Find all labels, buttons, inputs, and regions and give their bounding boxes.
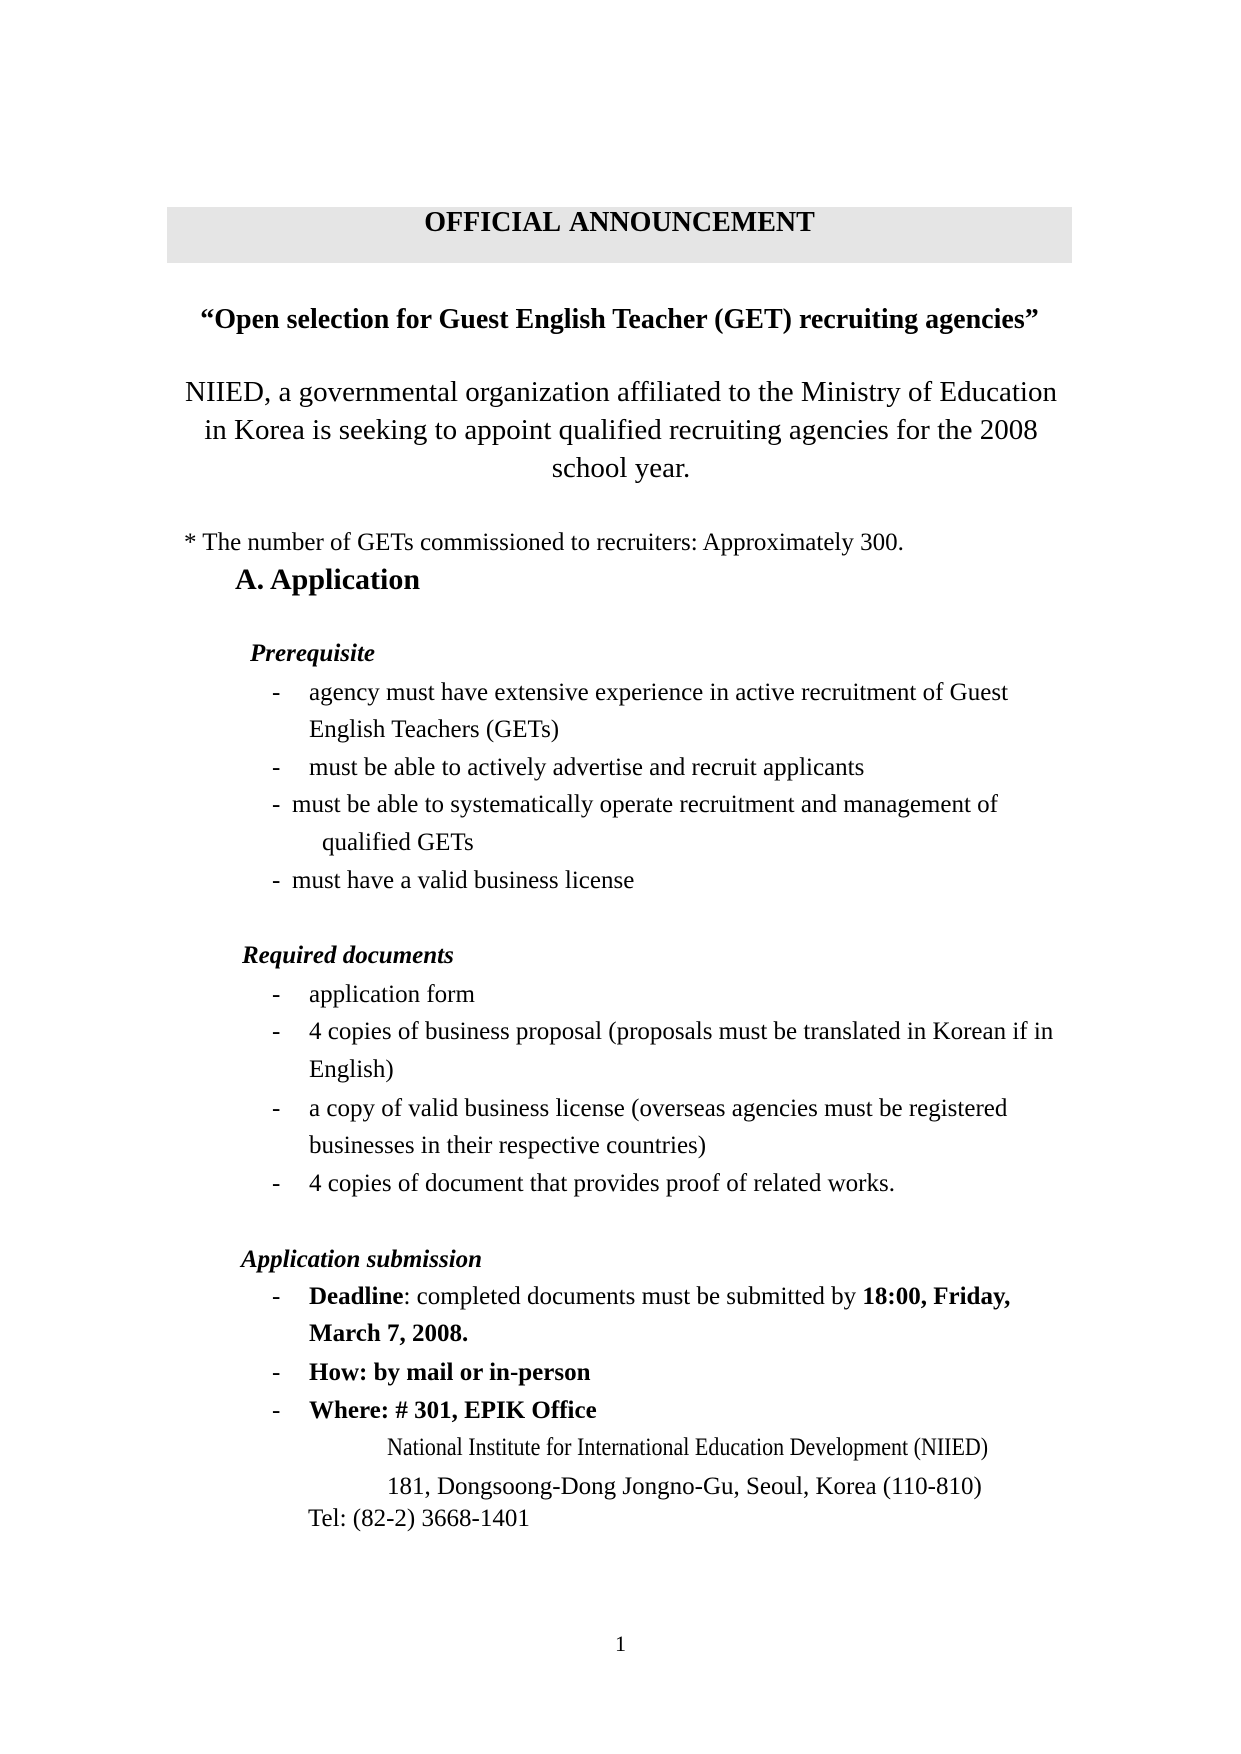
dash-bullet: - [272,754,281,781]
required-document-text: businesses in their respective countries) [309,1132,707,1159]
deadline-label: Deadline [309,1283,404,1310]
dash-bullet: - [272,1283,281,1310]
section-a-heading: A. Application [235,563,421,596]
application-submission-heading: Application submission [241,1246,483,1273]
deadline-date: March 7, 2008. [309,1320,469,1347]
street-address: 181, Dongsoong-Dong Jongno-Gu, Seoul, Korea (110-810) [387,1473,982,1500]
institution-name: National Institute for International Education Development (NIIED) [387,1434,989,1461]
banner-title: OFFICIAL ANNOUNCEMENT [424,207,815,238]
required-document-text: 4 copies of business proposal (proposals must be translated in Korean if in [309,1018,1054,1045]
prerequisite-item-text: qualified GETs [322,829,474,856]
submission-method: How: by mail or in-person [309,1359,591,1386]
prerequisite-heading: Prerequisite [250,640,375,667]
telephone: Tel: (82-2) 3668-1401 [308,1505,530,1532]
dash-bullet: - [272,1170,281,1197]
required-document-text: application form [309,981,475,1008]
document-subtitle: “Open selection for Guest English Teacher (GET) recruiting agencies” [200,304,1039,335]
intro-line-1: NIIED, a governmental organization affiliated to the Ministry of Education [185,376,1057,408]
required-document-text: a copy of valid business license (overseas agencies must be registered [309,1095,1008,1122]
deadline-line [309,1284,1010,1309]
page-number: 1 [615,1631,626,1656]
required-document-text: 4 copies of document that provides proof of related works. [309,1170,895,1197]
deadline-text: : completed documents must be submitted by [403,1283,863,1310]
dash-bullet: - [272,791,281,818]
dash-bullet: - [272,1359,281,1386]
dash-bullet: - [272,1397,281,1424]
submission-location: Where: # 301, EPIK Office [309,1397,597,1424]
deadline-datetime: 18:00, Friday, [862,1283,1011,1310]
intro-line-2: in Korea is seeking to appoint qualified recruiting agencies for the 2008 [204,414,1038,446]
dash-bullet: - [272,1018,281,1045]
dash-bullet: - [272,1095,281,1122]
prerequisite-item-text: must have a valid business license [292,867,635,894]
prerequisite-item-text: agency must have extensive experience in active recruitment of Guest [309,679,1009,706]
prerequisite-item-text: must be able to actively advertise and recruit applicants [309,754,865,781]
prerequisite-item-text: must be able to systematically operate recruitment and management of [292,791,998,818]
dash-bullet: - [272,867,281,894]
required-documents-heading: Required documents [242,942,454,969]
recruit-count-note: * The number of GETs commissioned to recruiters: Approximately 300. [184,529,904,556]
intro-line-3: school year. [551,452,691,484]
required-document-text: English) [309,1056,394,1083]
dash-bullet: - [272,679,281,706]
prerequisite-item-text: English Teachers (GETs) [309,716,560,743]
dash-bullet: - [272,981,281,1008]
